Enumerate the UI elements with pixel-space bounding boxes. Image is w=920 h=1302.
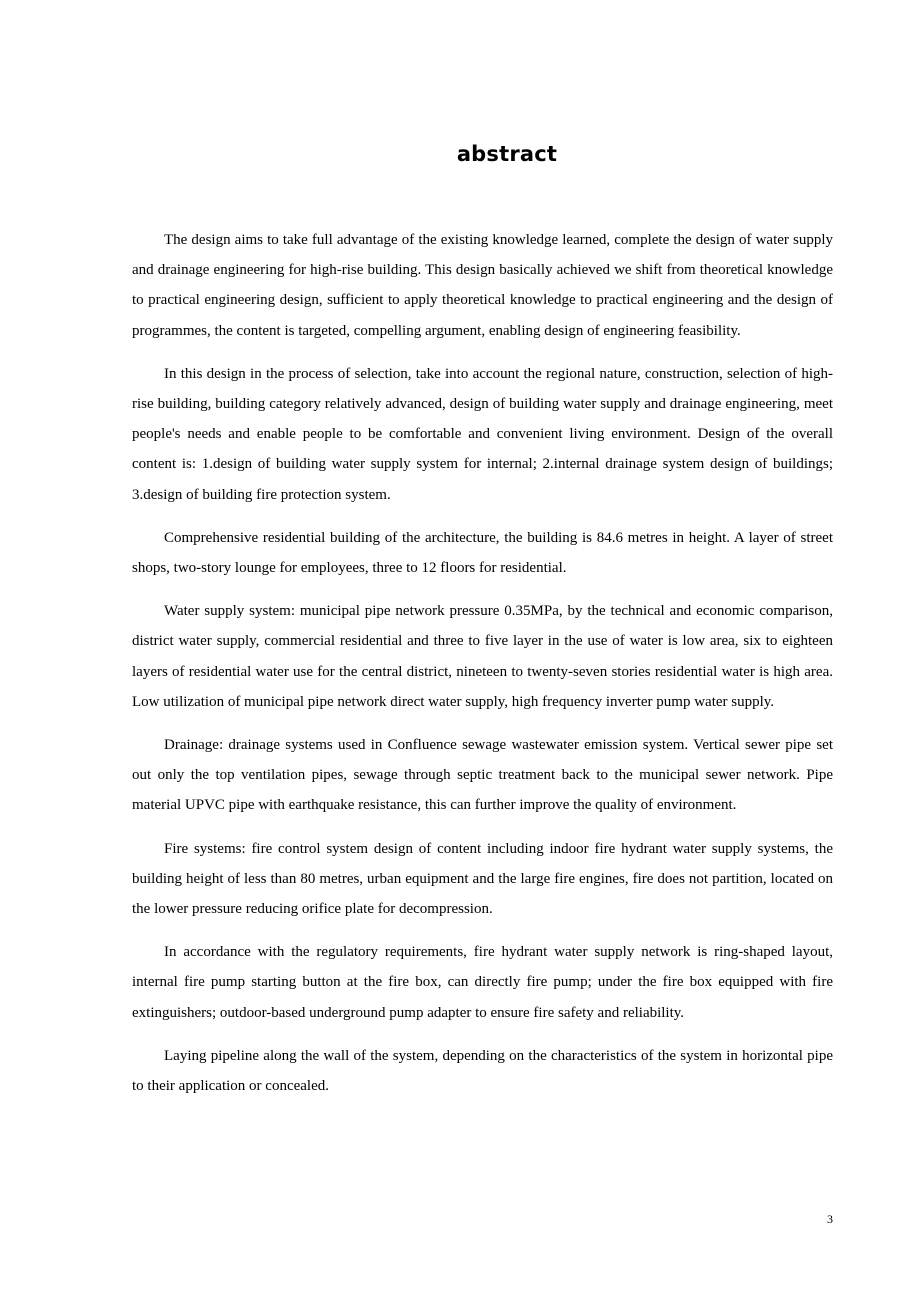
paragraph: Fire systems: fire control system design of content including indoor fire hydrant water supply systems, the building height of less than 80 metres, urban equipment and the large fire engines, fire does not partition, located on the lower pressure reducing orifice plate for decompression.: [132, 840, 833, 918]
paragraph: Water supply system: municipal pipe network pressure 0.35MPa, by the technical and economic comparison, district water supply, commercial residential and three to five layer in the use of water is low area, six to eighteen layers of residential water use for the central district, nineteen to twenty-seven stories residential water is high area. Low utilization of municipal pipe network direct water supply, high frequency inverter pump water supply.: [132, 603, 833, 710]
paragraph: Drainage: drainage systems used in Confluence sewage wastewater emission system. Vertical sewer pipe set out only the top ventilation pipes, sewage through septic treatment back to the municipal sewer network. Pipe material UPVC pipe with earthquake resistance, this can further improve the quality of environment.: [132, 737, 833, 814]
paragraph: Laying pipeline along the wall of the system, depending on the characteristics of the system in horizontal pipe to their application or concealed.: [132, 1047, 833, 1095]
paragraph: The design aims to take full advantage of the existing knowledge learned, complete the design of water supply and drainage engineering for high-rise building. This design basically achieved we shift from theoretical knowledge to practical engineering design, sufficient to apply theoretical knowledge to practical engineering and the design of programmes, the content is targeted, compelling argument, enabling design of engineering feasibility.: [132, 232, 833, 339]
paragraph: In this design in the process of selection, take into account the regional nature, construction, selection of high-rise building, building category relatively advanced, design of building water supply and drainage engineering, meet people's needs and enable people to be comfortable and convenient living environment. Design of the overall content is: 1.design of building water supply system for internal; 2.internal drainage system design of buildings; 3.design of building fire protection system.: [132, 365, 833, 503]
page-title: abstract: [456, 142, 558, 166]
abstract-body: [132, 225, 833, 1114]
paragraph: Comprehensive residential building of the architecture, the building is 84.6 metres in height. A layer of street shops, two-story lounge for employees, three to 12 floors for residential.: [132, 529, 833, 577]
paragraph: In accordance with the regulatory requirements, fire hydrant water supply network is ring-shaped layout, internal fire pump starting button at the fire box, can directly fire pump; under the fire box equipped with fire extinguishers; outdoor-based underground pump adapter to ensure fire safety and reliability.: [132, 944, 833, 1021]
page-number: 3: [827, 1212, 833, 1226]
